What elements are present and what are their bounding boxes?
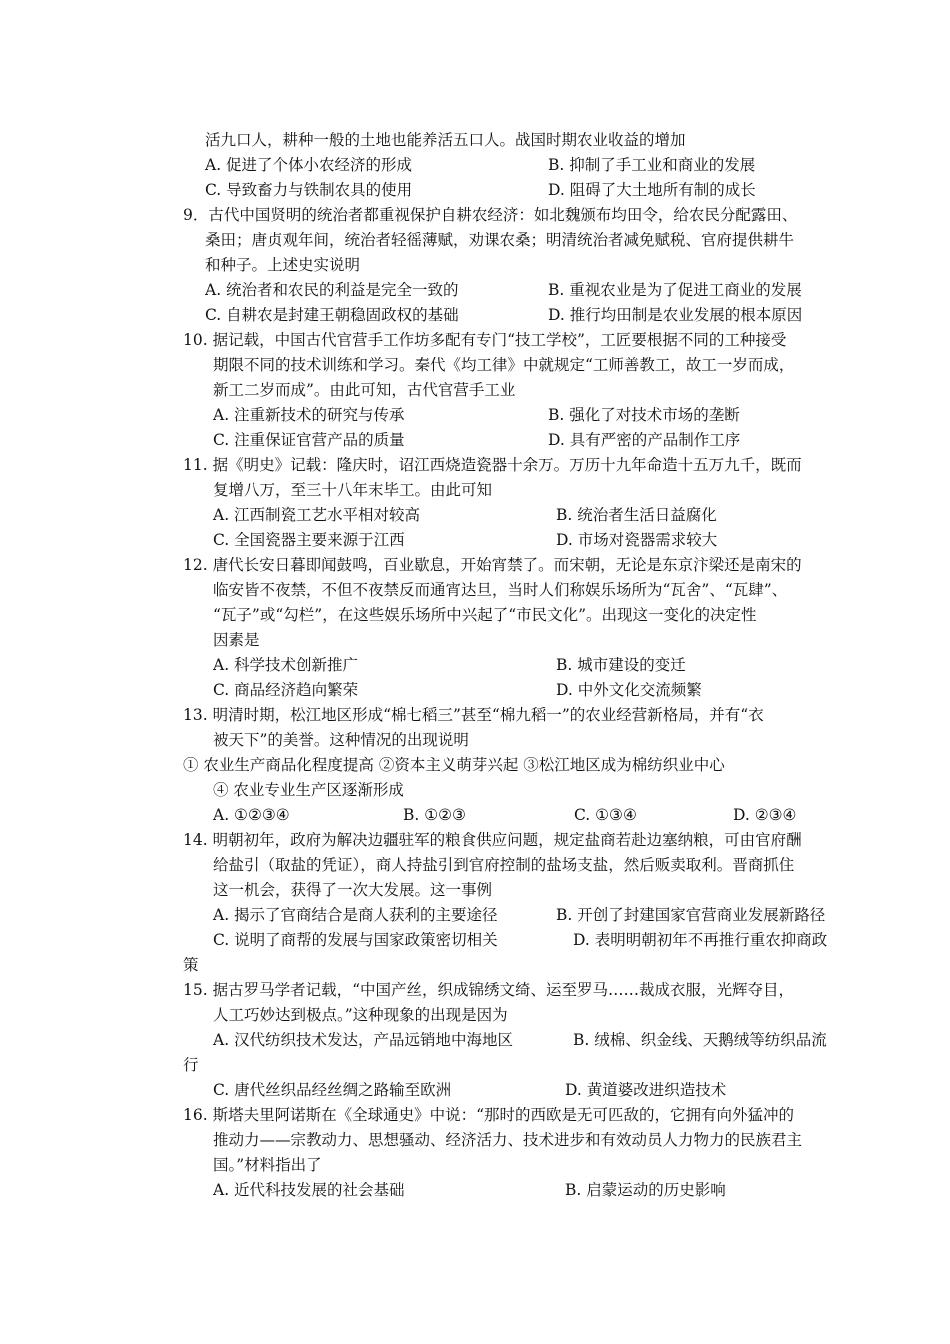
text-line: 12. 唐代长安日暮即闻鼓鸣，百业歇息，开始宵禁了。而宋朝，无论是东京汴梁还是南宋的 bbox=[183, 556, 802, 574]
text-line: A. 汉代纺织技术发达，产品远销地中海地区 bbox=[213, 1031, 514, 1049]
text-line: 15. 据古罗马学者记载，“中国产丝，织成锦绣文绮、运至罗马……裁成衣服，光辉夺目， bbox=[183, 981, 795, 999]
text-line: 推动力——宗教动力、思想骚动、经济活力、技术进步和有效动员人力物力的民族君主 bbox=[213, 1131, 803, 1149]
text-line: B. 城市建设的变迁 bbox=[556, 656, 686, 674]
text-line: D. 具有严密的产品制作工序 bbox=[548, 431, 741, 449]
text-line: C. 全国瓷器主要来源于江西 bbox=[213, 531, 405, 549]
text-line: C. 唐代丝织品经丝绸之路输至欧洲 bbox=[213, 1081, 452, 1099]
text-line: 策 bbox=[183, 956, 199, 974]
text-line: A. 科学技术创新推广 bbox=[213, 656, 359, 674]
text-line: A. ①②③④ bbox=[213, 806, 290, 824]
text-line: “瓦子”或“勾栏”，在这些娱乐场所中兴起了“市民文化”。出现这一变化的决定性 bbox=[213, 606, 757, 624]
text-line: D. 阻碍了大土地所有制的成长 bbox=[548, 181, 756, 199]
text-line: 人工巧妙达到极点。”这种现象的出现是因为 bbox=[213, 1006, 508, 1024]
text-line: A. 统治者和农民的利益是完全一致的 bbox=[205, 281, 459, 299]
text-line: D. 中外文化交流频繁 bbox=[556, 681, 702, 699]
text-line: B. 开创了封建国家官营商业发展新路径 bbox=[556, 906, 826, 924]
text-line: C. 注重保证官营产品的质量 bbox=[213, 431, 405, 449]
text-line: A. 促进了个体小农经济的形成 bbox=[205, 156, 413, 174]
text-line: D. 黄道婆改进织造技术 bbox=[565, 1081, 727, 1099]
text-line: 10. 据记载，中国古代官营手工作坊多配有专门“技工学校”，工匠要根据不同的工种接受 bbox=[183, 331, 787, 349]
text-line: B. 强化了对技术市场的垄断 bbox=[548, 406, 740, 424]
text-line: 临安皆不夜禁，不但不夜禁反而通宵达旦，当时人们称娱乐场所为“瓦舍”、“瓦肆”、 bbox=[213, 581, 788, 599]
text-line: 11. 据《明史》记载：隆庆时，诏江西烧造瓷器十余万。万历十九年命造十五万九千，既而 bbox=[183, 456, 802, 474]
text-line: 国。”材料指出了 bbox=[213, 1156, 322, 1174]
text-line: 这一机会，获得了一次大发展。这一事例 bbox=[213, 881, 493, 899]
text-line: C. 商品经济趋向繁荣 bbox=[213, 681, 359, 699]
text-line: D. 推行均田制是农业发展的根本原因 bbox=[548, 306, 803, 324]
text-line: 13. 明清时期，松江地区形成“棉七稻三”甚至“棉九稻一”的农业经营新格局，并有“衣 bbox=[183, 706, 764, 724]
text-line: 9．古代中国贤明的统治者都重视保护自耕农经济：如北魏颁布均田令，给农民分配露田、 bbox=[183, 206, 798, 224]
text-line: 复增八万，至三十八年末毕工。由此可知 bbox=[213, 481, 493, 499]
text-line: B. 启蒙运动的历史影响 bbox=[565, 1181, 726, 1199]
text-line: 被天下”的美誉。这种情况的出现说明 bbox=[213, 731, 469, 749]
text-line: B. 绒棉、织金线、天鹅绒等纺织品流 bbox=[573, 1031, 827, 1049]
text-line: 给盐引（取盐的凭证），商人持盐引到官府控制的盐场支盐，然后贩卖取利。晋商抓住 bbox=[213, 856, 795, 874]
text-line: C. 自耕农是封建王朝稳固政权的基础 bbox=[205, 306, 459, 324]
text-line: 桑田；唐贞观年间，统治者轻徭薄赋，劝课农桑；明清统治者减免赋税、官府提供耕牛 bbox=[205, 231, 795, 249]
text-line: 期限不同的技术训练和学习。秦代《均工律》中就规定“工师善教工，故工一岁而成， bbox=[213, 356, 795, 374]
text-line: D. 市场对瓷器需求较大 bbox=[556, 531, 718, 549]
text-line: 行 bbox=[183, 1056, 199, 1074]
text-line: B. 重视农业是为了促进工商业的发展 bbox=[548, 281, 802, 299]
text-line: 16. 斯塔夫里阿诺斯在《全球通史》中说：“那时的西欧是无可匹敌的，它拥有向外猛冲的 bbox=[183, 1106, 795, 1124]
text-line: 新工二岁而成”。由此可知，古代官营手工业 bbox=[213, 381, 516, 399]
text-line: A. 注重新技术的研究与传承 bbox=[213, 406, 405, 424]
text-line: A. 江西制瓷工艺水平相对较高 bbox=[213, 506, 421, 524]
text-line: B. 统治者生活日益腐化 bbox=[556, 506, 717, 524]
text-line: 14. 明朝初年，政府为解决边疆驻军的粮食供应问题，规定盐商若赴边塞纳粮，可由官府酬 bbox=[183, 831, 802, 849]
text-line: A. 近代科技发展的社会基础 bbox=[213, 1181, 405, 1199]
text-line: D. 表明明朝初年不再推行重农抑商政 bbox=[573, 931, 828, 949]
text-line: B. 抑制了手工业和商业的发展 bbox=[548, 156, 756, 174]
text-line: B. ①②③ bbox=[403, 806, 466, 824]
text-line: C. 说明了商帮的发展与国家政策密切相关 bbox=[213, 931, 498, 949]
text-line: D. ②③④ bbox=[733, 806, 797, 824]
text-line: 和种子。上述史实说明 bbox=[205, 256, 361, 274]
text-line: C. 导致畜力与铁制农具的使用 bbox=[205, 181, 413, 199]
text-line: ① 农业生产商品化程度提高 ②资本主义萌芽兴起 ③松江地区成为棉纺织业中心 bbox=[183, 756, 725, 774]
text-line: 因素是 bbox=[213, 631, 260, 649]
text-line: 活九口人，耕种一般的土地也能养活五口人。战国时期农业收益的增加 bbox=[205, 131, 686, 149]
text-line: ④ 农业专业生产区逐渐形成 bbox=[213, 781, 404, 799]
text-line: C. ①③④ bbox=[574, 806, 637, 824]
text-line: A. 揭示了官商结合是商人获利的主要途径 bbox=[213, 906, 498, 924]
